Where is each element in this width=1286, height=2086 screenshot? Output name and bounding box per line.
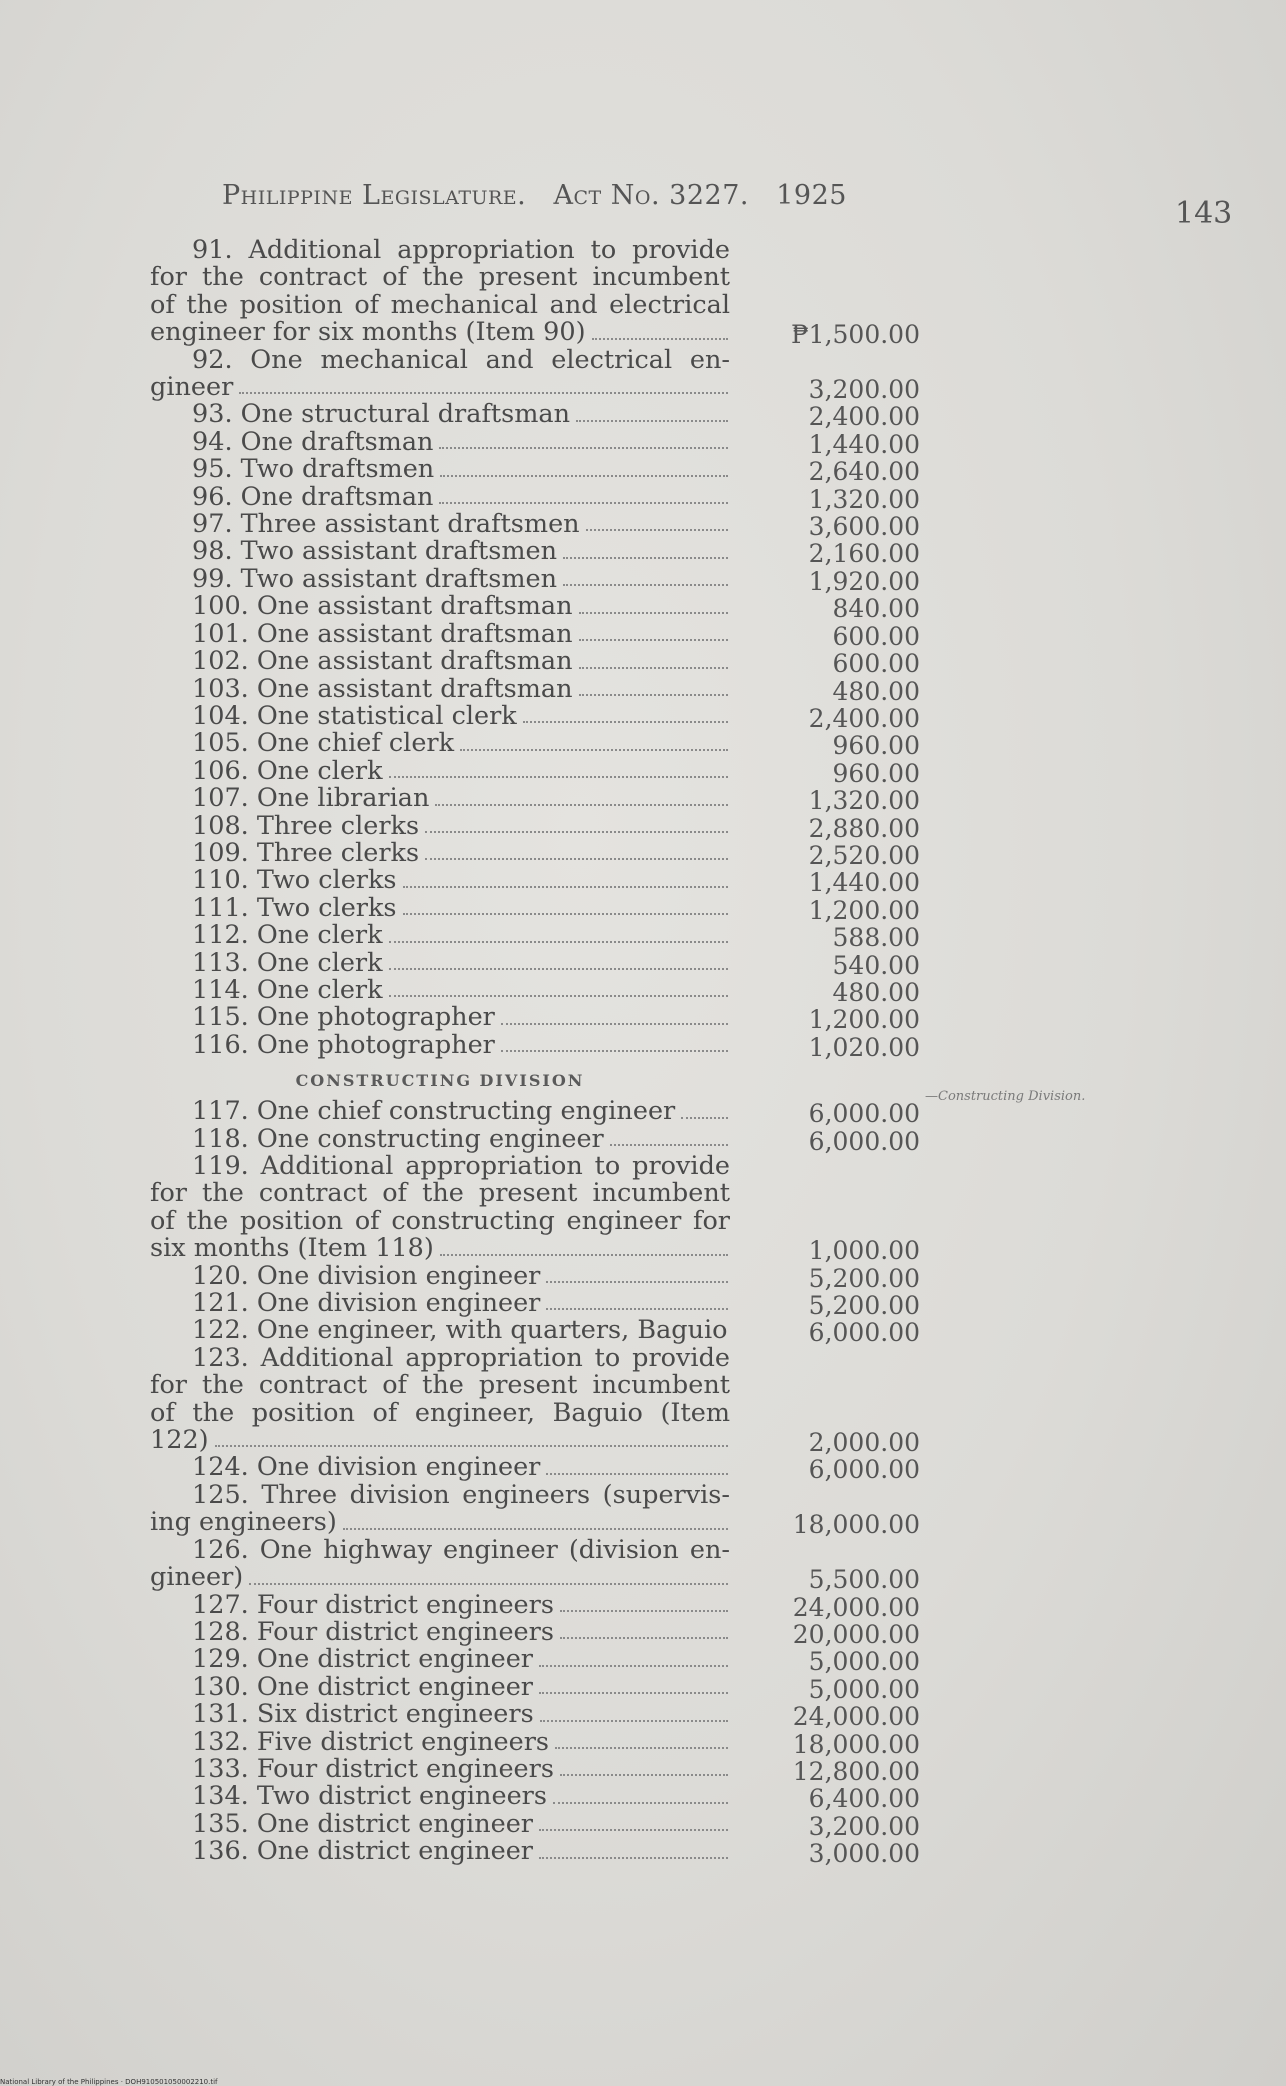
item-amount: 840.00: [832, 594, 920, 624]
item-amount: 2,160.00: [808, 539, 920, 569]
item-text-line: of the position of constructing engineer for: [150, 1207, 730, 1236]
item-amount: 480.00: [832, 676, 920, 706]
item-text-line: 106. One clerk: [150, 758, 730, 785]
item-text-line: 100. One assistant draftsman: [150, 593, 730, 620]
item-text-line: 116. One photographer: [150, 1032, 730, 1059]
item-text-line: 98. Two assistant draftsmen: [150, 538, 730, 565]
item-text-line: for the contract of the present incumbent: [150, 1372, 730, 1400]
leader-dots: [435, 785, 728, 805]
item-amount: 20,000.00: [792, 1619, 920, 1649]
leader-dots: [560, 1619, 728, 1639]
leader-dots: [576, 401, 728, 421]
item-text-line: of the position of mechanical and electrical: [150, 291, 730, 320]
item-amount: 540.00: [832, 950, 920, 980]
leader-dots: [403, 895, 728, 915]
item-text-line: 117. One chief constructing engineer: [150, 1098, 730, 1125]
item-text-line: 113. One clerk: [150, 950, 730, 977]
appropriation-item: [150, 511, 920, 542]
header-act: Act No. 3227.: [553, 180, 749, 211]
leader-dots: [389, 922, 728, 942]
appropriation-item: [150, 1344, 920, 1458]
item-text-line: 127. Four district engineers: [150, 1592, 730, 1619]
entries-group-a: [150, 237, 920, 1062]
item-amount: 24,000.00: [792, 1702, 920, 1732]
leader-dots: [539, 1838, 728, 1858]
item-text-line: of the position of engineer, Baguio (Item: [150, 1399, 730, 1428]
appropriation-item: [150, 702, 920, 733]
appropriation-item: [150, 237, 920, 350]
item-text-line: 119. Additional appropriation to provide: [192, 1153, 730, 1181]
item-text-line: 101. One assistant draftsman: [150, 621, 730, 648]
leader-dots: [439, 429, 728, 449]
appropriation-item: [150, 1125, 920, 1156]
scan-footer: National Library of the Philippines · DOH910501050002210.tif: [0, 2078, 218, 2086]
appropriation-item: [150, 812, 920, 843]
appropriation-item: [150, 1838, 920, 1869]
item-amount: 600.00: [832, 649, 920, 679]
leader-dots: [539, 1674, 728, 1694]
item-text-line: ing engineers): [150, 1509, 730, 1536]
item-text-line: 114. One clerk: [150, 977, 730, 1004]
leader-dots: [560, 1756, 728, 1776]
appropriation-item: [150, 1701, 920, 1732]
appropriation-item: [150, 428, 920, 459]
appropriation-item: [150, 1810, 920, 1841]
item-text-line: 103. One assistant draftsman: [150, 676, 730, 703]
item-text-line: gineer): [150, 1564, 730, 1591]
margin-note: —Constructing Division.: [925, 1089, 1086, 1104]
item-amount: 1,200.00: [808, 1005, 920, 1035]
item-amount: 18,000.00: [792, 1510, 920, 1540]
leader-dots: [563, 538, 728, 558]
item-text-line: six months (Item 118): [150, 1235, 730, 1262]
item-text-line: 97. Three assistant draftsmen: [150, 511, 730, 538]
appropriation-item: [150, 675, 920, 706]
item-amount: 2,400.00: [808, 402, 920, 432]
item-amount: 480.00: [832, 977, 920, 1007]
leader-dots: [389, 950, 728, 970]
item-amount: 1,320.00: [808, 484, 920, 514]
item-amount: 2,880.00: [808, 813, 920, 843]
leader-dots: [460, 730, 728, 750]
item-amount: ₱1,500.00: [791, 320, 920, 350]
item-text-line: 124. One division engineer: [150, 1454, 730, 1481]
item-amount: 6,400.00: [808, 1784, 920, 1814]
item-amount: 3,000.00: [808, 1839, 920, 1869]
leader-dots: [546, 1263, 728, 1283]
item-text-line: 107. One librarian: [150, 785, 730, 812]
item-amount: 5,000.00: [808, 1674, 920, 1704]
appropriation-item: [150, 1098, 920, 1129]
item-text-line: 104. One statistical clerk: [150, 703, 730, 730]
item-amount: 6,000.00: [808, 1318, 920, 1348]
item-text-line: 121. One division engineer: [150, 1290, 730, 1317]
item-amount: 5,000.00: [808, 1647, 920, 1677]
appropriation-item: [150, 1646, 920, 1677]
leader-dots: [440, 1235, 728, 1255]
leader-dots: [579, 621, 728, 641]
running-header: [222, 180, 862, 211]
leader-dots: [425, 840, 728, 860]
leader-dots: [501, 1032, 728, 1052]
appropriation-item: [150, 565, 920, 596]
appropriation-item: [150, 894, 920, 925]
item-text-line: 105. One chief clerk: [150, 730, 730, 757]
page-number: 143: [1175, 196, 1233, 231]
leader-dots: [523, 703, 728, 723]
item-amount: 5,200.00: [808, 1263, 920, 1293]
leader-dots: [546, 1290, 728, 1310]
item-text-line: 125. Three division engineers (supervis-: [192, 1481, 730, 1510]
appropriation-item: [150, 1290, 920, 1321]
item-amount: 5,200.00: [808, 1291, 920, 1321]
item-amount: 24,000.00: [792, 1592, 920, 1622]
appropriation-item: [150, 456, 920, 487]
appropriation-item: [150, 976, 920, 1007]
appropriation-item: [150, 1673, 920, 1704]
item-text-line: 94. One draftsman: [150, 429, 730, 456]
item-text-line: 111. Two clerks: [150, 895, 730, 922]
item-amount: 3,200.00: [808, 375, 920, 405]
item-amount: 1,200.00: [808, 895, 920, 925]
leader-dots: [239, 374, 728, 394]
item-text-line: 91. Additional appropriation to provide: [192, 237, 730, 265]
appropriation-item: [150, 1262, 920, 1293]
appropriation-item: [150, 922, 920, 953]
leader-dots: [681, 1098, 728, 1118]
item-text-line: 102. One assistant draftsman: [150, 648, 730, 675]
item-text-line: 110. Two clerks: [150, 867, 730, 894]
item-amount: 1,440.00: [808, 429, 920, 459]
item-text-line: 92. One mechanical and electrical en-: [192, 346, 730, 375]
item-amount: 1,440.00: [808, 868, 920, 898]
item-amount: 2,000.00: [808, 1428, 920, 1458]
leader-dots: [592, 319, 728, 339]
leader-dots: [501, 1004, 728, 1024]
appropriation-item: [150, 839, 920, 870]
item-amount: 588.00: [832, 923, 920, 953]
item-amount: 5,500.00: [808, 1565, 920, 1595]
item-text-line: 123. Additional appropriation to provide: [192, 1344, 730, 1373]
item-text-line: 122. One engineer, with quarters, Baguio: [192, 1317, 728, 1345]
leader-dots: [560, 1592, 728, 1612]
appropriation-list: [150, 237, 920, 1869]
item-text-line: 131. Six district engineers: [150, 1701, 730, 1728]
appropriation-item: [150, 401, 920, 432]
item-text-line: gineer: [150, 374, 730, 401]
leader-dots: [579, 676, 728, 696]
item-text-line: 109. Three clerks: [150, 840, 730, 867]
item-text-line: 130. One district engineer: [150, 1674, 730, 1701]
leader-dots: [540, 1701, 728, 1721]
item-text-line: 96. One draftsman: [150, 484, 730, 511]
appropriation-item: [150, 648, 920, 679]
appropriation-item: [150, 1618, 920, 1649]
appropriation-item: [150, 620, 920, 651]
leader-dots: [343, 1509, 728, 1529]
item-text-line: 95. Two draftsmen: [150, 456, 730, 483]
leader-dots: [553, 1783, 728, 1803]
entries-group-b: [150, 1098, 920, 1869]
leader-dots: [555, 1729, 728, 1749]
appropriation-item: [150, 785, 920, 816]
item-text-line: 134. Two district engineers: [150, 1783, 730, 1810]
item-text-line: 93. One structural draftsman: [150, 401, 730, 428]
leader-dots: [539, 1811, 728, 1831]
leader-dots: [440, 456, 728, 476]
leader-dots: [546, 1454, 728, 1474]
item-text-line: 108. Three clerks: [150, 813, 730, 840]
item-text-line: 132. Five district engineers: [150, 1729, 730, 1756]
item-text-line: 122): [150, 1427, 730, 1454]
item-text-line: 129. One district engineer: [150, 1646, 730, 1673]
leader-dots: [579, 648, 728, 668]
appropriation-item: [150, 1591, 920, 1622]
item-amount: 1,000.00: [808, 1236, 920, 1266]
item-text-line: 133. Four district engineers: [150, 1756, 730, 1783]
appropriation-item: [150, 346, 920, 405]
appropriation-item: [150, 1004, 920, 1035]
item-amount: 2,520.00: [808, 840, 920, 870]
leader-dots: [389, 758, 728, 778]
item-amount: 2,400.00: [808, 703, 920, 733]
header-title: Philippine Legislature.: [222, 180, 527, 211]
item-text-line: 136. One district engineer: [150, 1838, 730, 1865]
leader-dots: [389, 977, 728, 997]
leader-dots: [539, 1646, 728, 1666]
appropriation-item: [150, 593, 920, 624]
leader-dots: [579, 593, 728, 613]
appropriation-item: [150, 1153, 920, 1266]
appropriation-item: [150, 1454, 920, 1485]
item-text-line: 126. One highway engineer (division en-: [192, 1536, 730, 1565]
item-text-line: 135. One district engineer: [150, 1811, 730, 1838]
leader-dots: [215, 1427, 728, 1447]
appropriation-item: [150, 730, 920, 761]
appropriation-item: [150, 1755, 920, 1786]
item-amount: 960.00: [832, 758, 920, 788]
leader-dots: [586, 511, 728, 531]
item-amount: 1,920.00: [808, 566, 920, 596]
appropriation-item: [150, 949, 920, 980]
leader-dots: [425, 813, 728, 833]
appropriation-item: [150, 1317, 920, 1348]
item-amount: 600.00: [832, 621, 920, 651]
item-amount: 2,640.00: [808, 457, 920, 487]
leader-dots: [439, 484, 728, 504]
item-text-line: 112. One clerk: [150, 922, 730, 949]
appropriation-item: [150, 867, 920, 898]
appropriation-item: [150, 538, 920, 569]
item-text-line: 99. Two assistant draftsmen: [150, 566, 730, 593]
item-text-line: engineer for six months (Item 90): [150, 319, 730, 346]
item-amount: 960.00: [832, 731, 920, 761]
item-text-line: for the contract of the present incumbent: [150, 1180, 730, 1208]
item-amount: 18,000.00: [792, 1729, 920, 1759]
item-amount: 1,020.00: [808, 1032, 920, 1062]
item-text-line: for the contract of the present incumbent: [150, 264, 730, 292]
leader-dots: [403, 867, 728, 887]
appropriation-item: [150, 1728, 920, 1759]
item-amount: 3,600.00: [808, 512, 920, 542]
leader-dots: [563, 566, 728, 586]
section-heading: CONSTRUCTING DIVISION: [295, 1071, 585, 1091]
item-amount: 6,000.00: [808, 1099, 920, 1129]
item-text-line: 120. One division engineer: [150, 1263, 730, 1290]
item-amount: 1,320.00: [808, 786, 920, 816]
item-amount: 3,200.00: [808, 1811, 920, 1841]
leader-dots: [249, 1564, 728, 1584]
appropriation-item: [150, 1536, 920, 1595]
appropriation-item: [150, 483, 920, 514]
item-text-line: 115. One photographer: [150, 1004, 730, 1031]
appropriation-item: [150, 1783, 920, 1814]
item-amount: 12,800.00: [792, 1756, 920, 1786]
item-amount: 6,000.00: [808, 1126, 920, 1156]
appropriation-item: [150, 1481, 920, 1540]
appropriation-item: [150, 757, 920, 788]
item-text-line: 128. Four district engineers: [150, 1619, 730, 1646]
item-text-line: 118. One constructing engineer: [150, 1126, 730, 1153]
header-year: 1925: [776, 180, 847, 211]
leader-dots: [610, 1126, 728, 1146]
appropriation-item: [150, 1031, 920, 1062]
item-amount: 6,000.00: [808, 1455, 920, 1485]
